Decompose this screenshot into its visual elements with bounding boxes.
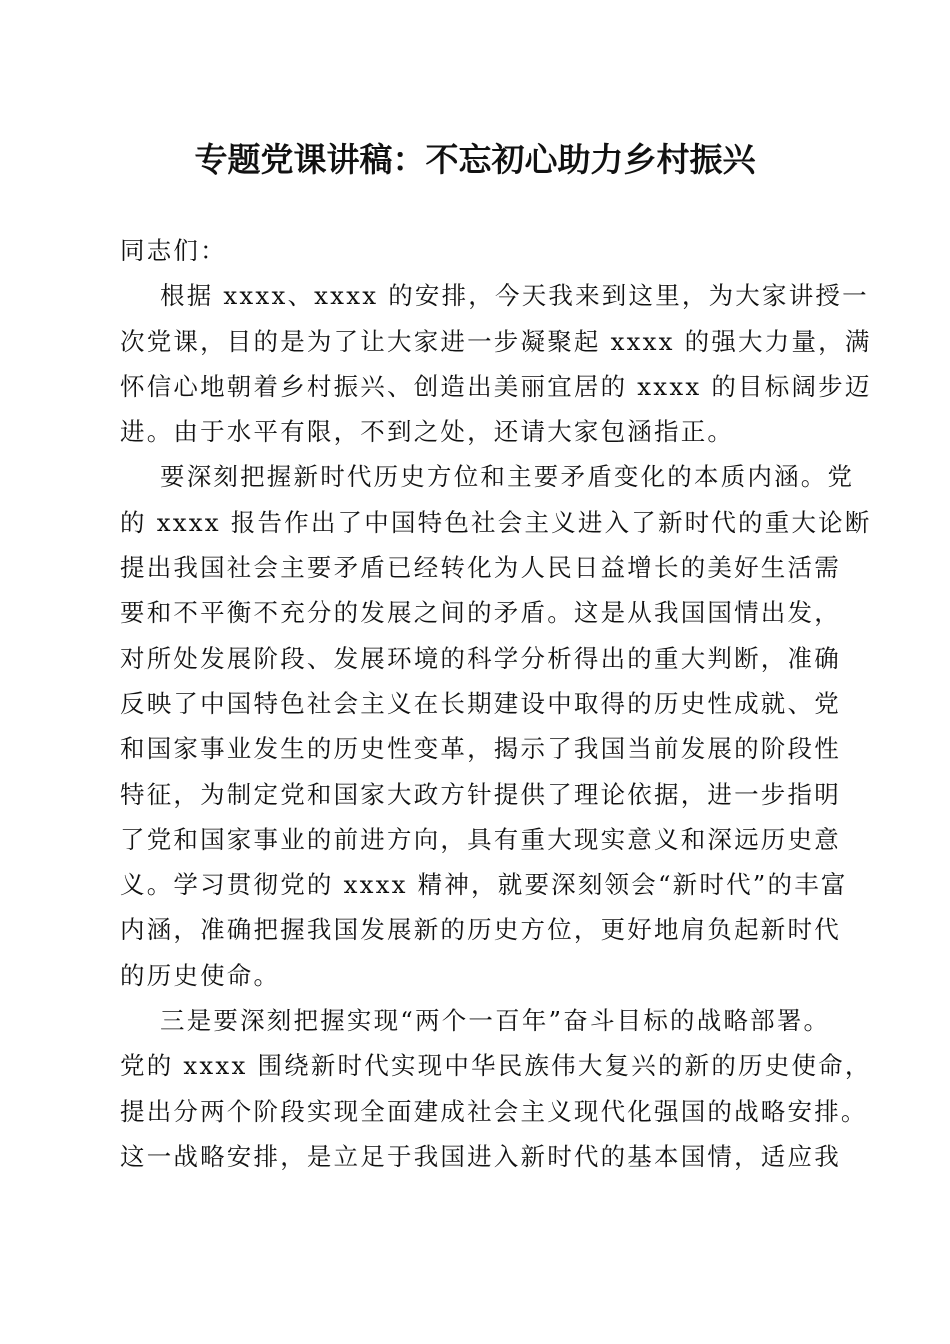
body-line: 内涵，准确把握我国发展新的历史方位，更好地肩负起新时代 [120,915,841,945]
section-heading-line: 三是要深刻把握实现“两个一百年”奋斗目标的战略部署。 [160,1006,831,1036]
body-line: 反映了中国特色社会主义在长期建设中取得的历史性成就、党 [120,688,841,718]
body-line: 要和不平衡不充分的发展之间的矛盾。这是从我国国情出发， [120,598,841,628]
body-line: 义。学习贯彻党的 xxxx 精神，就要深刻领会“新时代”的丰富 [120,870,848,900]
body-line: 的 xxxx 报告作出了中国特色社会主义进入了新时代的重大论断 [120,507,872,537]
body-line: 进。由于水平有限，不到之处，还请大家包涵指正。 [120,417,735,447]
document-body [120,228,872,1179]
body-line: 提出分两个阶段实现全面建成社会主义现代化强国的战略安排。 [120,1096,868,1126]
body-line: 提出我国社会主要矛盾已经转化为人民日益增长的美好生活需 [120,553,841,583]
body-line: 这一战略安排，是立足于我国进入新时代的基本国情，适应我 [120,1141,841,1171]
body-line: 次党课，目的是为了让大家进一步凝聚起 xxxx 的强大力量，满 [120,326,872,356]
body-line: 和国家事业发生的历史性变革，揭示了我国当前发展的阶段性 [120,734,841,764]
body-line: 根据 xxxx、xxxx 的安排，今天我来到这里，为大家讲授一 [160,281,869,311]
body-line: 特征，为制定党和国家大政方针提供了理论依据，进一步指明 [120,779,841,809]
body-line: 了党和国家事业的前进方向，具有重大现实意义和深远历史意 [120,824,841,854]
body-line: 党的 xxxx 围绕新时代实现中华民族伟大复兴的新的历史使命， [120,1051,872,1081]
salutation: 同志们： [120,236,227,265]
body-line: 的历史使命。 [120,960,281,990]
body-line: 对所处发展阶段、发展环境的科学分析得出的重大判断，准确 [120,643,841,673]
document-title: 专题党课讲稿：不忘初心助力乡村振兴 [194,140,756,179]
body-line: 怀信心地朝着乡村振兴、创造出美丽宜居的 xxxx 的目标阔步迈 [120,371,872,401]
body-line: 要深刻把握新时代历史方位和主要矛盾变化的本质内涵。党 [160,462,855,492]
